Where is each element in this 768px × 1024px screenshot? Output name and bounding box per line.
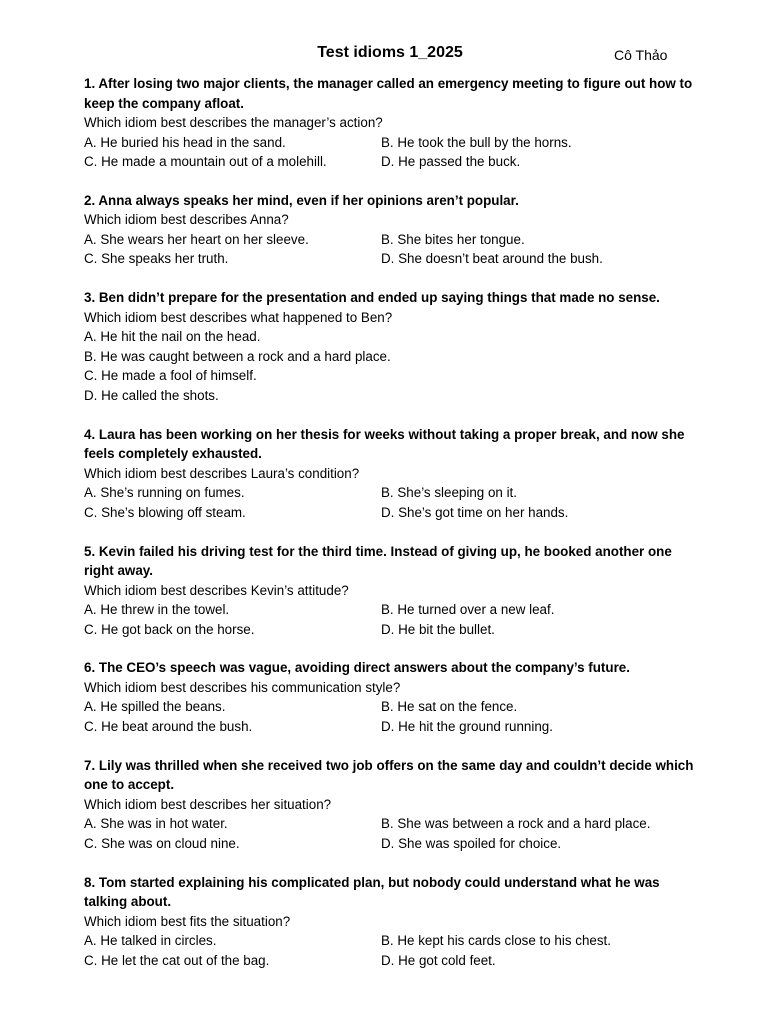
answer-option-b: B. He sat on the fence. bbox=[381, 699, 518, 715]
answer-options bbox=[84, 931, 696, 970]
answer-option-c: C. She speaks her truth. bbox=[84, 251, 229, 267]
document-page bbox=[84, 40, 696, 990]
answer-option-c: C. He got back on the horse. bbox=[84, 621, 255, 637]
answer-option-b: B. She was between a rock and a hard place. bbox=[381, 816, 651, 832]
answer-option-b: B. He kept his cards close to his chest. bbox=[381, 933, 611, 949]
question-prompt: Which idiom best describes Kevin’s attitude? bbox=[84, 582, 349, 598]
answer-option-d: D. He got cold feet. bbox=[381, 952, 496, 968]
question-prompt: Which idiom best fits the situation? bbox=[84, 913, 291, 929]
question-3 bbox=[84, 288, 696, 405]
question-prompt: Which idiom best describes Laura’s condition? bbox=[84, 465, 360, 481]
answer-option-c: C. She was on cloud nine. bbox=[84, 835, 240, 851]
question-1 bbox=[84, 74, 696, 172]
answer-option-a: A. He talked in circles. bbox=[84, 933, 217, 949]
answer-options bbox=[84, 483, 696, 522]
answer-options bbox=[84, 230, 696, 269]
question-stem: 1. After losing two major clients, the manager called an emergency meeting to figure out how to keep the company afloat. bbox=[84, 76, 693, 111]
question-prompt: Which idiom best describes her situation? bbox=[84, 796, 332, 812]
question-5 bbox=[84, 542, 696, 640]
answer-options bbox=[84, 327, 696, 405]
question-prompt: Which idiom best describes his communication style? bbox=[84, 679, 401, 695]
answer-option-a: A. She wears her heart on her sleeve. bbox=[84, 231, 309, 247]
question-stem: 8. Tom started explaining his complicated plan, but nobody could understand what he was talking about. bbox=[84, 874, 660, 910]
answer-option-d: D. She doesn’t beat around the bush. bbox=[381, 251, 603, 267]
answer-option-b: B. He took the bull by the horns. bbox=[381, 134, 572, 150]
question-list bbox=[84, 74, 696, 970]
answer-option-d: D. She was spoiled for choice. bbox=[381, 835, 562, 851]
question-stem: 6. The CEO’s speech was vague, avoiding direct answers about the company’s future. bbox=[84, 660, 630, 676]
question-8 bbox=[84, 873, 696, 971]
answer-options bbox=[84, 600, 696, 639]
answer-option-b: B. She’s sleeping on it. bbox=[381, 485, 517, 501]
answer-option-c: C. He beat around the bush. bbox=[84, 718, 253, 734]
answer-option-d: D. He hit the ground running. bbox=[381, 718, 553, 734]
answer-option-d: D. He bit the bullet. bbox=[381, 621, 495, 637]
answer-option-a: A. She’s running on fumes. bbox=[84, 485, 245, 501]
answer-options bbox=[84, 133, 696, 172]
answer-option-a: A. He buried his head in the sand. bbox=[84, 134, 286, 150]
answer-option-a: A. He spilled the beans. bbox=[84, 699, 226, 715]
answer-option-b: B. She bites her tongue. bbox=[381, 231, 525, 247]
answer-option-c: C. He made a mountain out of a molehill. bbox=[84, 154, 327, 169]
answer-option-b: B. He turned over a new leaf. bbox=[381, 602, 555, 618]
answer-option-d: D. She’s got time on her hands. bbox=[381, 504, 569, 520]
answer-option-a: A. He hit the nail on the head. bbox=[84, 329, 261, 345]
question-prompt: Which idiom best describes Anna? bbox=[84, 212, 289, 228]
answer-option-c: C. He let the cat out of the bag. bbox=[84, 952, 270, 968]
author-name: Cô Thảo bbox=[614, 47, 668, 63]
answer-options bbox=[84, 814, 696, 853]
answer-option-b: B. He was caught between a rock and a hard place. bbox=[84, 348, 391, 364]
page-title: Test idioms 1_2025 bbox=[317, 44, 463, 61]
question-2 bbox=[84, 191, 696, 269]
answer-option-a: A. He threw in the towel. bbox=[84, 602, 230, 618]
question-stem: 5. Kevin failed his driving test for the third time. Instead of giving up, he booked another one right away. bbox=[84, 543, 672, 579]
question-prompt: Which idiom best describes what happened to Ben? bbox=[84, 309, 393, 325]
question-prompt: Which idiom best describes the manager’s action? bbox=[84, 115, 383, 130]
answer-option-a: A. She was in hot water. bbox=[84, 816, 228, 832]
question-stem: 7. Lily was thrilled when she received two job offers on the same day and couldn’t decide which one to accept. bbox=[84, 757, 694, 793]
answer-option-c: C. She’s blowing off steam. bbox=[84, 504, 246, 520]
answer-options bbox=[84, 697, 696, 736]
question-stem: 2. Anna always speaks her mind, even if her opinions aren’t popular. bbox=[84, 192, 519, 208]
question-6 bbox=[84, 658, 696, 736]
question-7 bbox=[84, 756, 696, 854]
question-4 bbox=[84, 425, 696, 523]
answer-option-d: D. He called the shots. bbox=[84, 387, 219, 403]
answer-option-d: D. He passed the buck. bbox=[381, 154, 521, 169]
question-stem: 3. Ben didn’t prepare for the presentation and ended up saying things that made no sense. bbox=[84, 290, 660, 306]
question-stem: 4. Laura has been working on her thesis for weeks without taking a proper break, and now she feels completely exhausted. bbox=[84, 426, 685, 462]
answer-option-c: C. He made a fool of himself. bbox=[84, 368, 257, 384]
document-header bbox=[84, 40, 696, 74]
